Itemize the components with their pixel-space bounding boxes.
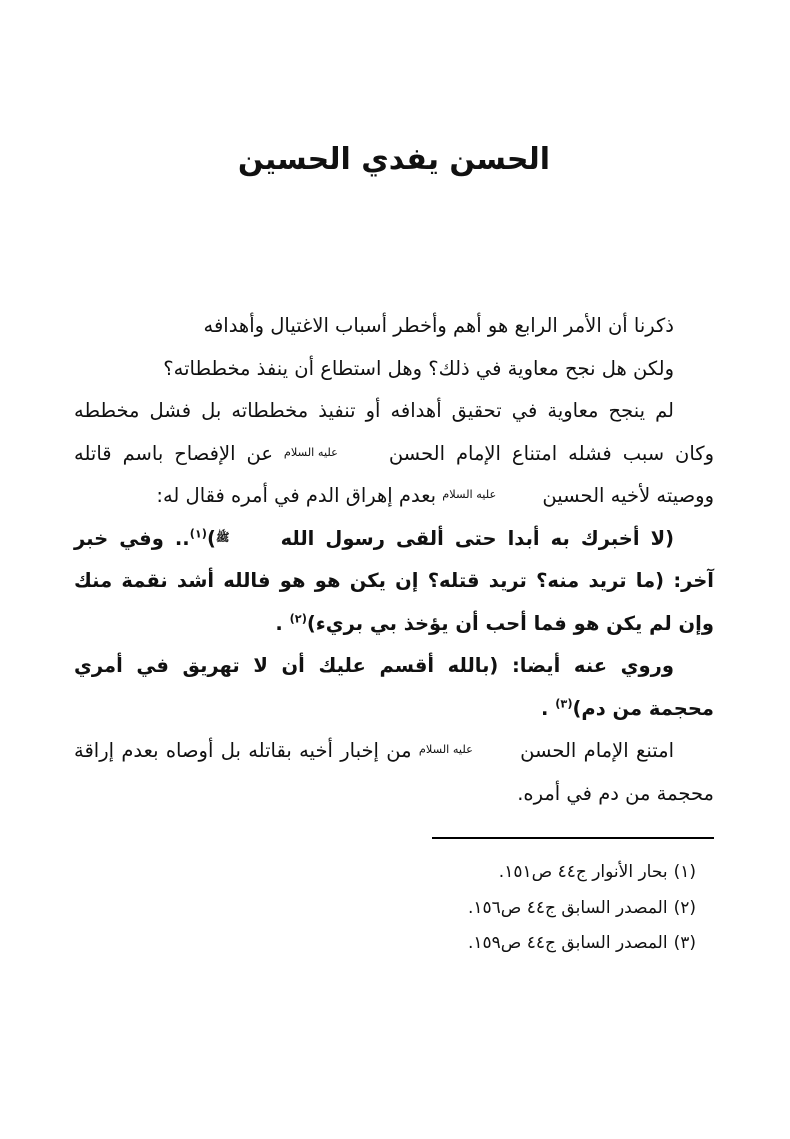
footnote-text: بحار الأنوار ج٤٤ ص١٥١.	[498, 862, 668, 882]
text-segment: وروي عنه أيضا: (بالله أقسم عليك أن لا تهريق في أمري محجمة من دم)	[74, 654, 714, 720]
footnote-separator	[432, 837, 714, 839]
paragraph	[74, 730, 714, 815]
footnote-marker: (٢)	[673, 897, 696, 918]
footnote-item	[74, 855, 696, 891]
text-segment: امتنع الإمام الحسن	[512, 739, 674, 762]
footnote-ref: (٢)	[289, 612, 307, 625]
text-segment: بعدم إهراق الدم في أمره فقال له:	[156, 484, 443, 507]
paragraph	[74, 305, 714, 348]
text-segment: من إخبار أخيه بقاتله بل أوصاه بعدم إراقة محجمة من دم في أمره.	[74, 739, 714, 805]
paragraph	[74, 645, 714, 730]
footnote-ref: (٣)	[555, 697, 573, 710]
text-segment: )	[206, 526, 216, 550]
text-segment: لم ينجح معاوية في تحقيق أهدافه أو تنفيذ مخططاته بل فشل مخططه وكان سبب فشله امتناع الإمام الحسن	[74, 399, 714, 465]
honorific-mark: ﷺ	[215, 530, 230, 544]
text-segment: عن الإفصاح باسم قاتله ووصيته لأخيه الحسين	[74, 441, 714, 507]
footnote-ref: (١)	[189, 527, 207, 540]
footnote-marker: (١)	[673, 862, 696, 882]
text-segment: (لا أخبرك به أبدا حتى ألقى رسول الله	[269, 526, 674, 550]
footnotes	[74, 855, 714, 962]
paragraph	[74, 518, 714, 646]
honorific-mark: عليه السلام	[442, 488, 497, 501]
text-segment: .	[541, 696, 556, 720]
paragraph	[74, 348, 714, 391]
footnote-item	[74, 891, 696, 927]
body-text	[74, 305, 714, 815]
text-segment: ذكرنا أن الأمر الرابع هو أهم وأخطر أسباب الاغتيال وأهدافه	[203, 314, 674, 337]
page-title: الحسن يفدي الحسين	[237, 142, 551, 177]
text-segment: .. وفي خبر آخر: (ما تريد منه؟ تريد قتله؟ إن يكن هو هو فالله أشد نقمة منك وإن لم يكن هو فما أحب أن يؤخذ بي بريء)	[74, 526, 714, 635]
honorific-mark: عليه السلام	[283, 445, 338, 459]
footnote-marker: (٣)	[673, 933, 696, 954]
footnote-item	[74, 926, 696, 962]
honorific-mark: عليه السلام	[418, 743, 473, 756]
paragraph	[74, 390, 714, 518]
text-segment: ولكن هل نجح معاوية في ذلك؟ وهل استطاع أن ينفذ مخططاته؟	[163, 356, 674, 380]
footnote-text: المصدر السابق ج٤٤ ص١٥٦.	[467, 897, 668, 918]
text-segment: .	[275, 611, 290, 635]
footnote-text: المصدر السابق ج٤٤ ص١٥٩.	[467, 933, 668, 954]
